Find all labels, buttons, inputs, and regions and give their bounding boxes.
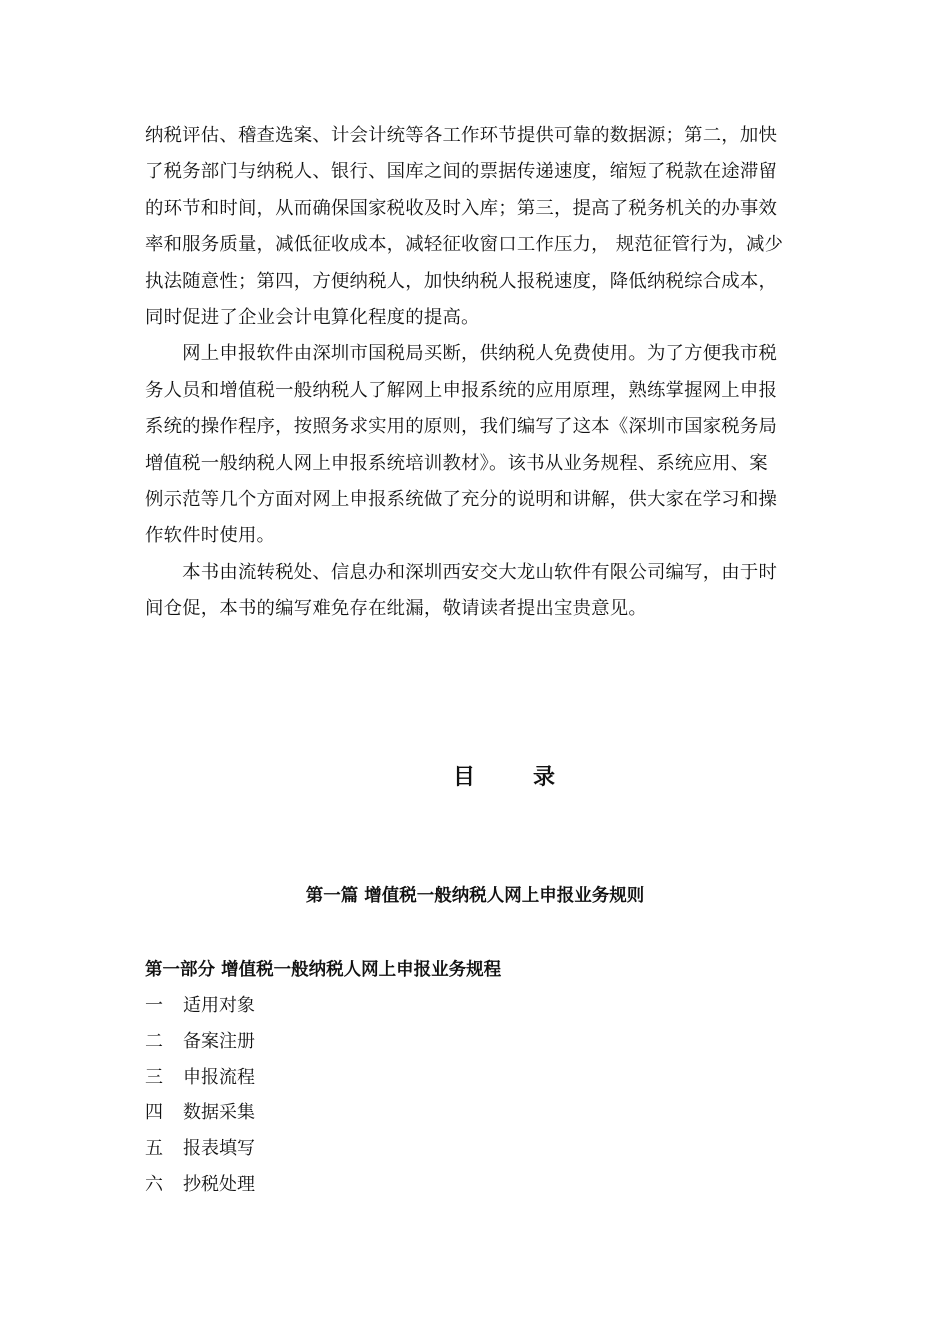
section-title: 第一部分 增值税一般纳税人网上申报业务规程 — [145, 960, 502, 980]
toc-item-label: 备案注册 — [183, 1030, 255, 1052]
toc-item-label: 适用对象 — [183, 995, 255, 1016]
text-line: 间仓促，本书的编写难免存在纰漏，敬请读者提出宝贵意见。 — [145, 598, 647, 620]
toc-item — [145, 1060, 255, 1096]
toc-item — [145, 1095, 255, 1131]
text-line: 的环节和时间，从而确保国家税收及时入库；第三，提高了税务机关的办事效 — [145, 197, 778, 219]
text-line: 例示范等几个方面对网上申报系统做了充分的说明和讲解，供大家在学习和操 — [145, 489, 778, 511]
toc-item-number: 五 — [145, 1138, 163, 1160]
toc-item-number: 四 — [145, 1102, 163, 1124]
text-line: 增值税一般纳税人网上申报系统培训教材》。该书从业务规程、系统应用、案 — [145, 452, 768, 474]
text-line: 同时促进了企业会计电算化程度的提高。 — [145, 307, 480, 329]
toc-item-number: 六 — [145, 1173, 163, 1195]
toc-item — [145, 1167, 255, 1203]
paragraph-3 — [145, 555, 807, 628]
toc-item-number: 三 — [145, 1066, 163, 1088]
text-line: 本书由流转税处、信息办和深圳西安交大龙山软件有限公司编写，由于时 — [145, 561, 778, 583]
preface-text — [145, 118, 807, 628]
toc-item-number: 二 — [145, 1030, 163, 1052]
toc-item-number: 一 — [145, 995, 163, 1016]
paragraph-1 — [145, 118, 807, 336]
toc-item-label: 申报流程 — [183, 1066, 255, 1088]
text-line: 执法随意性；第四，方便纳税人，加快纳税人报税速度，降低纳税综合成本， — [145, 270, 778, 292]
toc-list — [145, 988, 255, 1203]
paragraph-2 — [145, 336, 807, 554]
text-line: 率和服务质量，减低征收成本，减轻征收窗口工作压力， 规范征管行为，减少 — [145, 234, 784, 256]
toc-item — [145, 988, 255, 1024]
text-line: 了税务部门与纳税人、银行、国库之间的票据传递速度，缩短了税款在途滞留 — [145, 161, 778, 183]
text-line: 网上申报软件由深圳市国税局买断，供纳税人免费使用。为了方便我市税 — [145, 343, 778, 365]
toc-heading: 目录 — [452, 764, 613, 790]
toc-item-label: 报表填写 — [183, 1138, 255, 1160]
text-line: 作软件时使用。 — [145, 525, 276, 547]
toc-item-label: 抄税处理 — [183, 1173, 255, 1195]
toc-item — [145, 1024, 255, 1060]
text-line: 务人员和增值税一般纳税人了解网上申报系统的应用原理，熟练掌握网上申报 — [145, 379, 778, 401]
toc-item-label: 数据采集 — [183, 1102, 255, 1124]
part-title: 第一篇 增值税一般纳税人网上申报业务规则 — [305, 886, 645, 906]
text-line: 系统的操作程序，按照务求实用的原则，我们编写了这本《深圳市国家税务局 — [145, 416, 778, 438]
toc-item — [145, 1131, 255, 1167]
text-line: 纳税评估、稽查选案、计会计统等各工作环节提供可靠的数据源；第二，加快 — [145, 125, 778, 146]
